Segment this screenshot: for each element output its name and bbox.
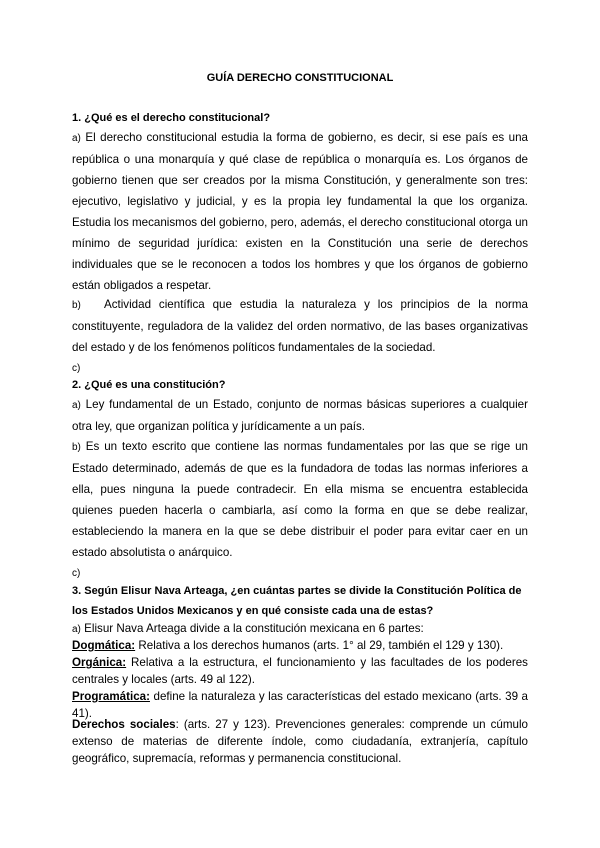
constitution-part-dogmatica [72,637,528,654]
part-description: define la naturaleza y las características del estado mexicano (arts. 39 a 41). [72,690,528,720]
answer-text: Es un texto escrito que contiene las normas fundamentales por las que se rige un Estado determinado, además de que es la fundadora de todas las normas inferiores a ella, pues ninguna la puede contradecir. En ella misma se encuentra establecida quienes pueden hacerla o cambiarla, así como la forma en que se debe realizar, estableciendo la manera en la que se debe distribuir el poder para evitar caer en un estado absolutista o anárquico. [72,440,528,559]
question-2-answer-b [72,436,528,563]
answer-text: El derecho constitucional estudia la forma de gobierno, es decir, si ese país es una república o una monarquía y qué clase de república o monarquía es. Los órganos de gobierno tienen que ser creados por la misma Constitución, y generalmente son tres: ejecutivo, legislativo y judicial, y es la propia ley fundamental la que los organiza. Estudia los mecanismos del gobierno, pero, además, el derecho constitucional otorga un mínimo de seguridad jurídica: existen en la Constitución una serie de derechos individuales que se le reconocen a todos los hombres y que los órganos de gobierno están obligados a respetar. [72,131,528,292]
answer-text: Actividad científica que estudia la naturaleza y los principios de la norma constituyente, reguladora de la validez del orden normativo, de las bases organizativas del estado y de los fenómenos políticos fundamentales de la sociedad. [72,298,528,354]
answer-marker: a) [72,133,81,144]
part-description: : (arts. 27 y 123). Prevenciones generales: comprende un cúmulo extenso de materias de diferente índole, como ciudadanía, extranjería, capítulo geográfico, supremacía, reformas y permanencia constitucional. [72,718,528,765]
part-term: Dogmática: [72,639,136,652]
question-2-answer-a [72,394,528,437]
question-3-heading: 3. Según Elisur Nava Arteaga, ¿en cuántas partes se divide la Constitución Política de los Estados Unidos Mexicanos y en qué consiste cada una de estas? [72,585,522,617]
answer-marker: a) [72,400,81,411]
part-term: Orgánica: [72,656,127,669]
answer-marker: c) [72,568,81,579]
part-description: Relativa a la estructura, el funcionamiento y las facultades de los poderes centrales y locales (arts. 49 al 122). [72,656,528,686]
answer-text: Elisur Nava Arteaga divide a la constitución mexicana en 6 partes: [84,622,424,635]
document-title: GUÍA DERECHO CONSTITUCIONAL [206,72,394,84]
question-3-answer-a [72,620,528,638]
part-term: Derechos sociales [72,718,176,731]
question-1-answer-b [72,294,528,358]
answer-marker: b) [72,442,81,453]
answer-marker: b) [72,300,81,311]
constitution-part-organica [72,654,528,688]
answer-marker: a) [72,624,81,635]
part-description: Relativa a los derechos humanos (arts. 1° al 29, también el 129 y 130). [138,639,504,652]
answer-marker: c) [72,363,81,374]
constitution-part-derechos-sociales [72,716,528,767]
answer-text: Ley fundamental de un Estado, conjunto de normas básicas superiores a cualquier otra ley, que organizan política y jurídicamente a un país. [72,398,528,433]
part-term: Programática: [72,690,150,703]
question-2-heading: 2. ¿Qué es una constitución? [72,379,226,391]
question-1-answer-a [72,127,528,296]
question-1-heading: 1. ¿Qué es el derecho constitucional? [72,112,271,124]
